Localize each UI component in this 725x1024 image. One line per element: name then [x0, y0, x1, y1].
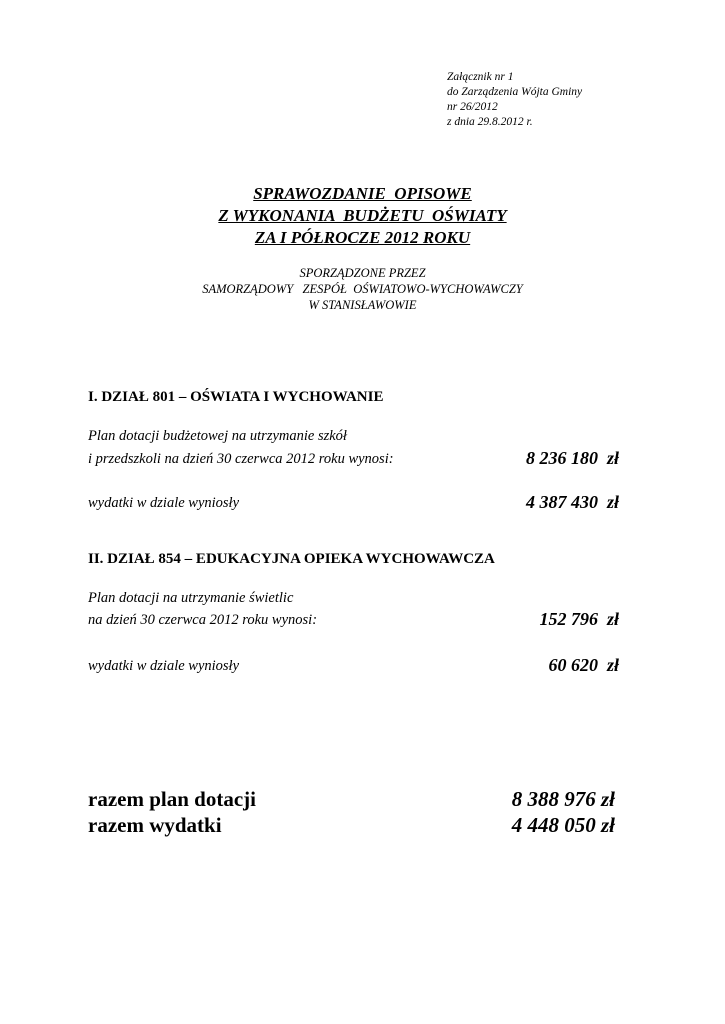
prepared-by-line: SPORZĄDZONE PRZEZ [299, 266, 426, 280]
attachment-line: do Zarządzenia Wójta Gminy [447, 86, 583, 98]
attachment-line: z dnia 29.8.2012 r. [447, 116, 533, 128]
prepared-by [0, 265, 725, 313]
document-title [0, 183, 725, 249]
title-line: Z WYKONANIA BUDŻETU OŚWIATY [218, 206, 507, 225]
section-1-plan-text: i przedszkoli na dzień 30 czerwca 2012 roku wynosi: [88, 451, 394, 467]
section-2-plan-text: Plan dotacji na utrzymanie świetlic [88, 590, 294, 606]
section-1-heading: I. DZIAŁ 801 – OŚWIATA I WYCHOWANIE [88, 389, 384, 405]
section-1-plan-text: Plan dotacji budżetowej na utrzymanie szkół [88, 428, 347, 444]
section-1-plan-amount: 8 236 180 zł [525, 448, 619, 468]
section-2-plan-text: na dzień 30 czerwca 2012 roku wynosi: [88, 612, 318, 628]
attachment-note [447, 70, 582, 130]
prepared-by-line: W STANISŁAWOWIE [308, 298, 417, 312]
title-line: ZA I PÓŁROCZE 2012 ROKU [254, 228, 471, 247]
title-line: SPRAWOZDANIE OPISOWE [253, 184, 472, 203]
total-expenses-amount: 4 448 050 zł [511, 813, 615, 837]
total-plan-label: razem plan dotacji [88, 787, 256, 811]
section-2-expenses-amount: 60 620 zł [548, 655, 619, 675]
prepared-by-line: SAMORZĄDOWY ZESPÓŁ OŚWIATOWO-WYCHOWAWCZY [202, 282, 523, 296]
section-2-plan-amount: 152 796 zł [539, 609, 619, 629]
attachment-line: nr 26/2012 [447, 101, 498, 113]
total-plan-amount: 8 388 976 zł [511, 787, 615, 811]
section-1-expenses-label: wydatki w dziale wyniosły [88, 495, 240, 511]
total-expenses-label: razem wydatki [88, 813, 222, 837]
section-2-expenses-label: wydatki w dziale wyniosły [88, 658, 240, 674]
attachment-line: Załącznik nr 1 [447, 71, 514, 83]
section-2-heading: II. DZIAŁ 854 – EDUKACYJNA OPIEKA WYCHOWAWCZA [88, 551, 495, 567]
section-1-expenses-amount: 4 387 430 zł [525, 492, 619, 512]
